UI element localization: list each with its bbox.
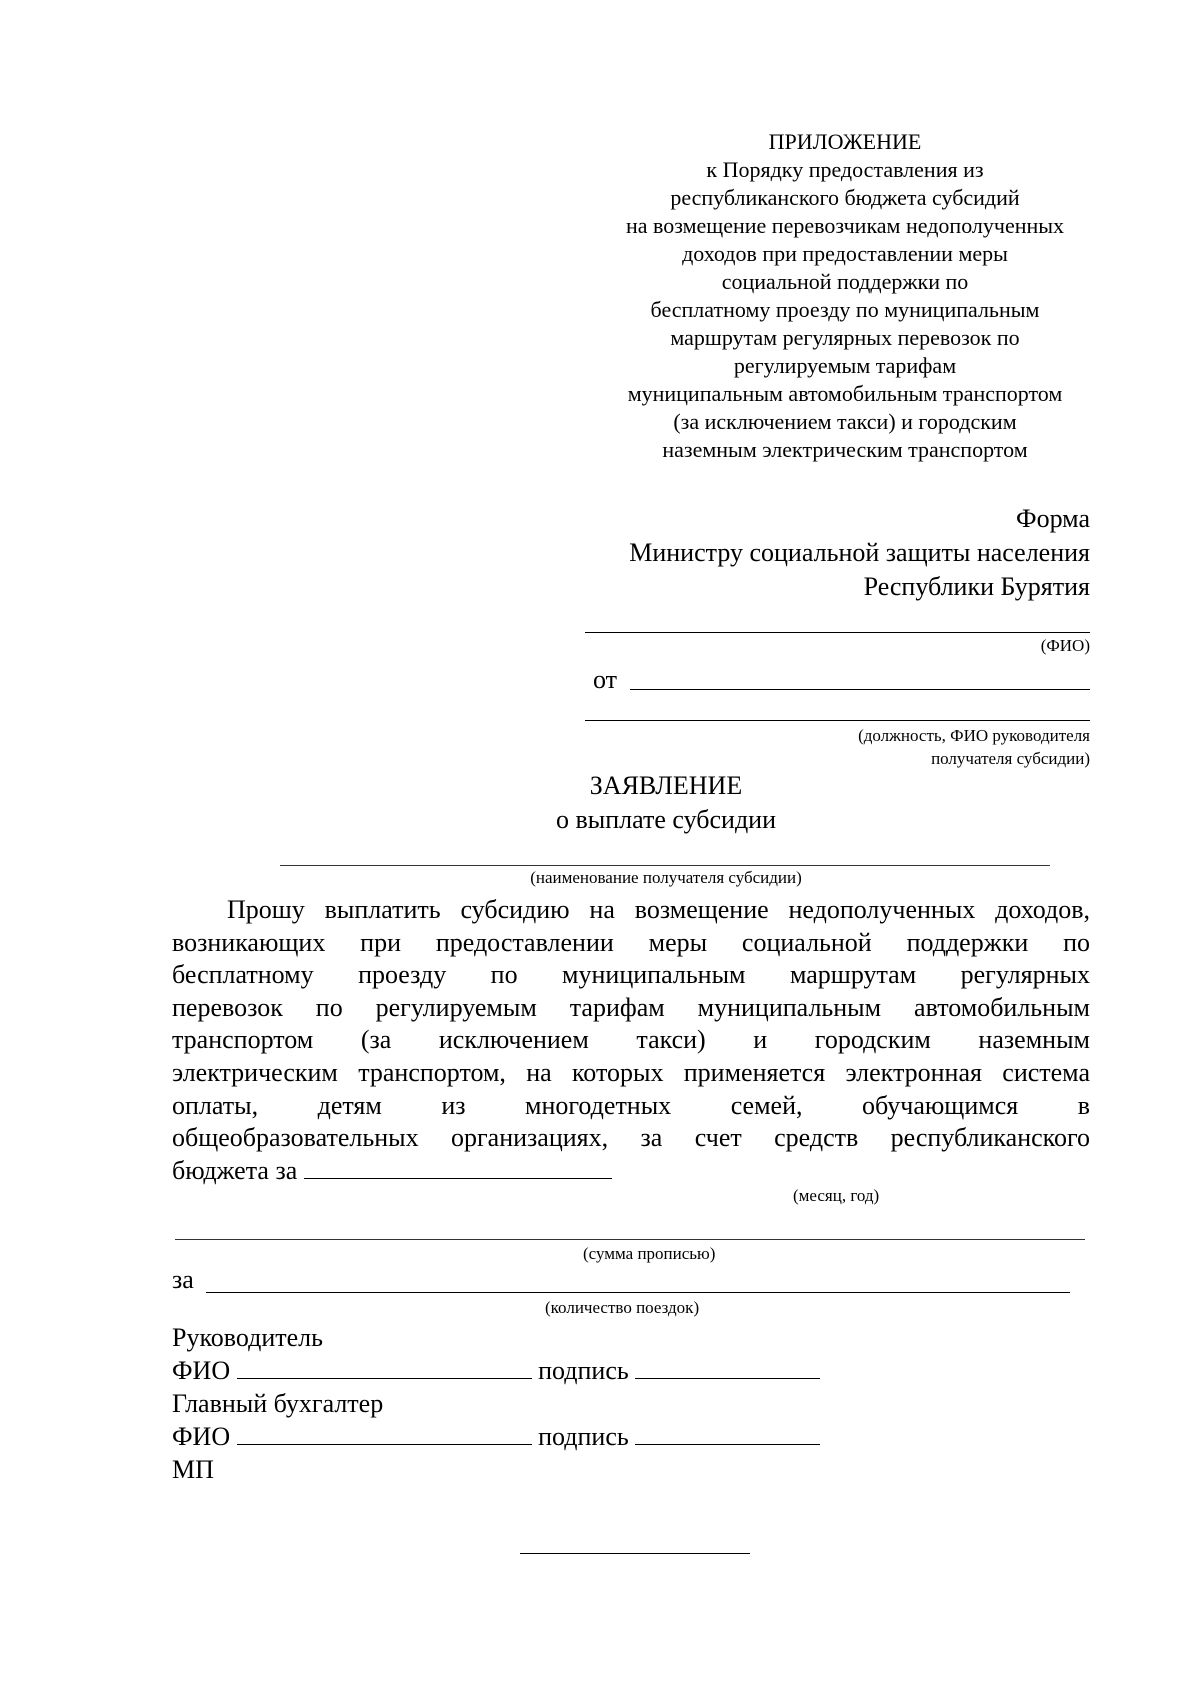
head-fio-field-line[interactable] xyxy=(237,1356,532,1379)
head-signature-row xyxy=(172,1355,820,1387)
paragraph-line: бесплатному проезду по муниципальным маршрутам регулярных xyxy=(172,960,1090,990)
recipient-name-line[interactable] xyxy=(280,865,1050,866)
sum-in-words-line[interactable] xyxy=(175,1239,1085,1240)
head-sign-label: подпись xyxy=(538,1356,629,1385)
paragraph-line: общеобразовательных организациях, за счет средств республиканского xyxy=(172,1123,1090,1153)
sum-caption: (сумма прописью) xyxy=(583,1244,716,1263)
request-paragraph xyxy=(172,894,1090,1187)
from-label: от xyxy=(593,665,618,694)
fio-field-line[interactable] xyxy=(585,632,1090,633)
accountant-signature-row xyxy=(172,1421,820,1453)
for-label: за xyxy=(172,1265,194,1294)
appendix-line: наземным электрическим транспортом xyxy=(662,437,1028,462)
addressee-line-2: Республики Бурятия xyxy=(863,572,1090,601)
appendix-line: к Порядку предоставления из xyxy=(706,157,984,182)
end-separator-line xyxy=(520,1553,750,1554)
document-subtitle: о выплате субсидии xyxy=(556,805,776,834)
form-label: Форма xyxy=(1016,504,1090,533)
stamp-label: МП xyxy=(172,1455,214,1484)
paragraph-last-line xyxy=(172,1155,1090,1188)
accountant-sign-label: подпись xyxy=(538,1422,629,1451)
appendix-line: на возмещение перевозчикам недополученных xyxy=(625,213,1065,238)
accountant-label: Главный бухгалтер xyxy=(172,1389,384,1418)
head-label: Руководитель xyxy=(172,1323,323,1352)
from-field-line[interactable] xyxy=(630,689,1090,690)
appendix-line: регулируемым тарифам xyxy=(733,353,957,378)
paragraph-line: оплаты, детям из многодетных семей, обучающимся в xyxy=(172,1090,1090,1120)
accountant-sign-field-line[interactable] xyxy=(635,1422,820,1445)
paragraph-line: электрическим транспортом, на которых применяется электронная система xyxy=(172,1057,1090,1087)
paragraph-line: возникающих при предоставлении меры социальной поддержки по xyxy=(172,927,1090,957)
fio-caption: (ФИО) xyxy=(1040,636,1090,655)
budget-for-label: бюджета за xyxy=(172,1155,298,1185)
position-caption-2: получателя субсидии) xyxy=(931,749,1090,768)
month-year-field-line[interactable] xyxy=(304,1156,612,1179)
appendix-title: ПРИЛОЖЕНИЕ xyxy=(768,129,922,154)
position-field-line[interactable] xyxy=(585,720,1090,721)
month-caption: (месяц, год) xyxy=(793,1186,880,1205)
appendix-line: социальной поддержки по xyxy=(721,269,969,294)
paragraph-line: транспортом (за исключением такси) и городским наземным xyxy=(172,1025,1090,1055)
accountant-fio-field-line[interactable] xyxy=(237,1422,532,1445)
appendix-line: республиканского бюджета субсидий xyxy=(670,185,1020,210)
paragraph-line: перевозок по регулируемым тарифам муниципальным автомобильным xyxy=(172,992,1090,1022)
paragraph-line: Прошу выплатить субсидию на возмещение недополученных доходов, xyxy=(227,895,1090,924)
trips-caption: (количество поездок) xyxy=(545,1298,700,1317)
recipient-caption: (наименование получателя субсидии) xyxy=(530,868,802,887)
trips-field-line[interactable] xyxy=(206,1292,1070,1293)
appendix-line: муниципальным автомобильным транспортом xyxy=(627,381,1063,406)
appendix-header xyxy=(580,128,1110,464)
appendix-line: (за исключением такси) и городским xyxy=(673,409,1017,434)
accountant-fio-label: ФИО xyxy=(172,1422,231,1451)
addressee-line-1: Министру социальной защиты населения xyxy=(629,538,1090,567)
head-sign-field-line[interactable] xyxy=(635,1356,820,1379)
position-caption-1: (должность, ФИО руководителя xyxy=(858,726,1090,745)
document-title: ЗАЯВЛЕНИЕ xyxy=(589,771,743,800)
appendix-line: маршрутам регулярных перевозок по xyxy=(670,325,1020,350)
appendix-line: бесплатному проезду по муниципальным xyxy=(650,297,1040,322)
head-fio-label: ФИО xyxy=(172,1356,231,1385)
appendix-line: доходов при предоставлении меры xyxy=(682,241,1008,266)
